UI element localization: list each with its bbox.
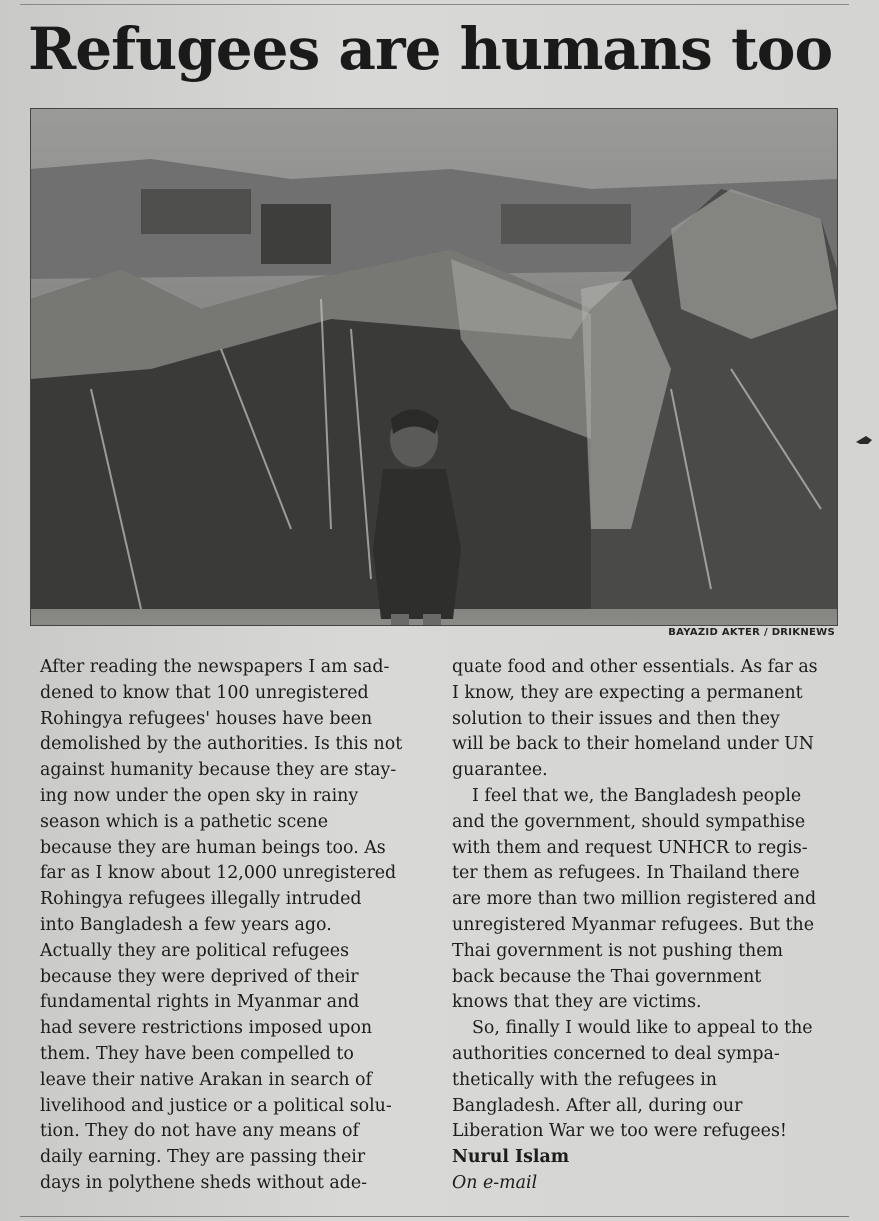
text-line: After reading the newspapers I am sad- [40, 657, 390, 677]
signature-location: On e-mail [452, 1172, 538, 1193]
text-line: Thai government is not pushing them [452, 940, 784, 961]
text-line: Rohingya refugees illegally intruded [40, 889, 362, 910]
text-line: back because the Thai government [452, 966, 762, 987]
text-line: guarantee. [452, 760, 548, 781]
text-line: ing now under the open sky in rainy [40, 785, 359, 806]
bottom-rule [20, 1216, 849, 1217]
text-line: I know, they are expecting a permanent [452, 682, 803, 703]
text-line: Bangladesh. After all, during our [452, 1095, 743, 1116]
top-rule [20, 4, 849, 5]
signature-name: Nurul Islam [452, 1147, 570, 1168]
text-line: So, finally I would like to appeal to the [472, 1018, 813, 1039]
text-line: daily earning. They are passing their [40, 1147, 366, 1168]
text-line: leave their native Arakan in search of [40, 1069, 372, 1090]
text-line: them. They have been compelled to [40, 1043, 354, 1064]
text-line: quate food and other essentials. As far as [452, 657, 818, 677]
text-line: against humanity because they are stay- [40, 760, 397, 781]
text-line: into Bangladesh a few years ago. [40, 914, 332, 935]
text-line: ter them as refugees. In Thailand there [452, 863, 800, 884]
text-line: because they are human beings too. As [40, 837, 386, 858]
text-line: will be back to their homeland under UN [452, 734, 815, 755]
text-line: thetically with the refugees in [452, 1069, 717, 1090]
text-line: livelihood and justice or a political solu- [40, 1095, 392, 1116]
text-line: and the government, should sympathise [452, 811, 806, 832]
headline: Refugees are humans too [28, 15, 833, 83]
paragraph-3 [452, 1016, 852, 1145]
text-line: with them and request UNHCR to regis- [452, 837, 808, 858]
pin-icon [856, 434, 872, 446]
text-line: authorities concerned to deal sympa- [452, 1043, 780, 1064]
refugee-camp-photo [30, 108, 838, 626]
text-line: Actually they are political refugees [40, 940, 350, 961]
text-line: Liberation War we too were refugees! [452, 1121, 787, 1142]
text-line: had severe restrictions imposed upon [40, 1018, 373, 1039]
left-column [40, 655, 440, 1197]
text-line: unregistered Myanmar refugees. But the [452, 914, 814, 935]
text-line: solution to their issues and then they [452, 708, 780, 729]
text-line: because they were deprived of their [40, 966, 359, 987]
text-line: I feel that we, the Bangladesh people [472, 785, 802, 806]
paragraph-2 [452, 784, 852, 1016]
text-line: fundamental rights in Myanmar and [40, 992, 360, 1013]
paragraph-1-continued [452, 655, 852, 784]
text-line: Rohingya refugees' houses have been [40, 708, 373, 729]
text-line: demolished by the authorities. Is this not [40, 734, 403, 755]
text-line: dened to know that 100 unregistered [40, 682, 369, 703]
text-line: knows that they are victims. [452, 992, 702, 1013]
photo-credit: BAYAZID AKTER / DRIKNEWS [668, 627, 835, 638]
text-line: season which is a pathetic scene [40, 811, 328, 832]
paragraph-1 [40, 655, 440, 1197]
text-line: far as I know about 12,000 unregistered [40, 863, 397, 884]
signature [452, 1145, 852, 1197]
right-column [452, 655, 852, 1197]
text-line: days in polythene sheds without ade- [40, 1172, 368, 1193]
text-line: tion. They do not have any means of [40, 1121, 359, 1142]
text-line: are more than two million registered and [452, 889, 817, 910]
